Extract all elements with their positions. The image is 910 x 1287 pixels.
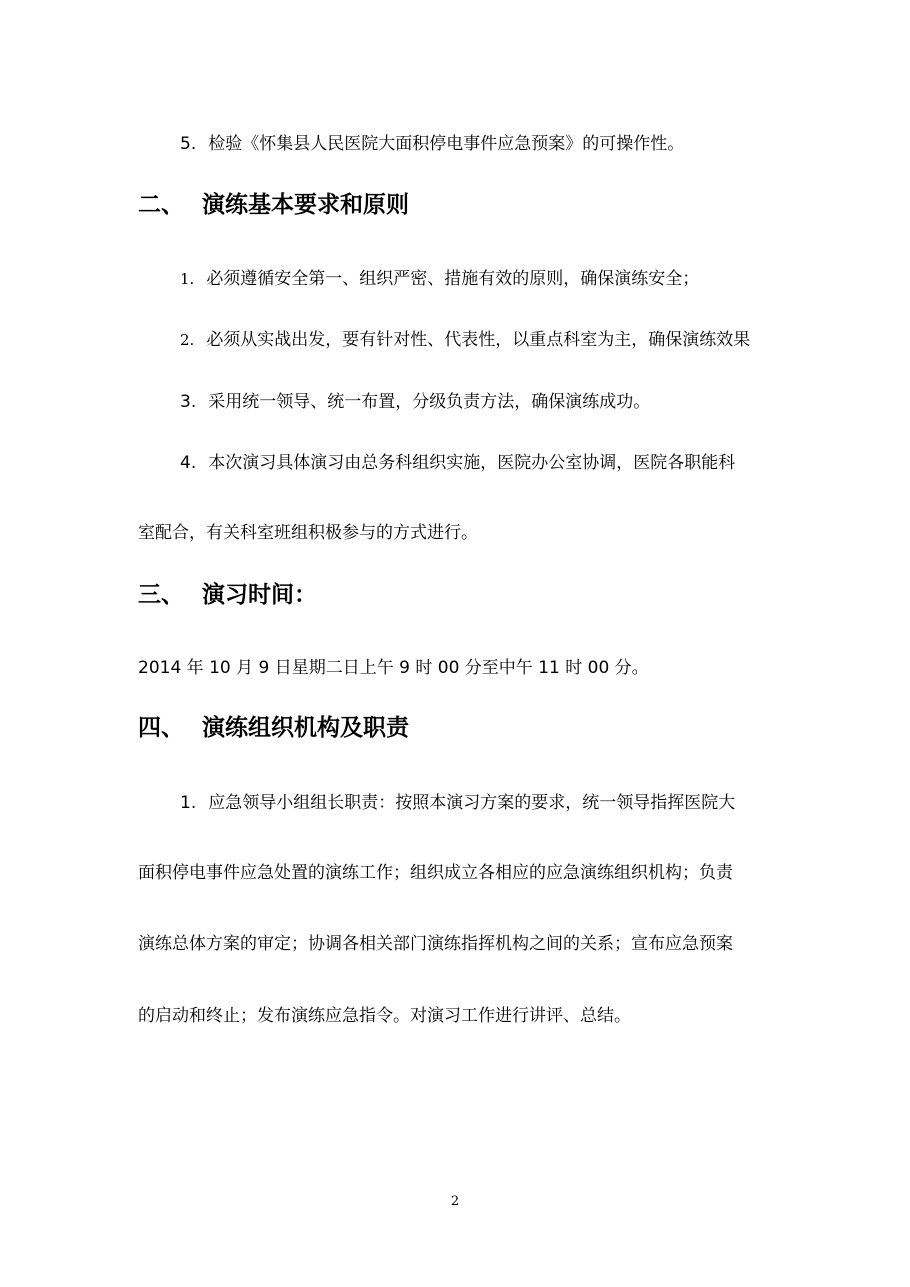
list-item-2 <box>180 328 778 352</box>
section-number: 四、 <box>138 715 184 741</box>
list-item-5 <box>180 132 778 156</box>
list-number: 2. <box>180 331 195 349</box>
list-item-4 <box>180 451 778 475</box>
duty-item-1-line-3: 演练总体方案的审定；协调各相关部门演练指挥机构之间的关系；宣布应急预案 <box>138 934 733 954</box>
list-item-4-continuation: 室配合，有关科室班组积极参与的方式进行。 <box>138 523 478 543</box>
duty-item-1-line-4: 的启动和终止；发布演练应急指令。对演习工作进行讲评、总结。 <box>138 1006 631 1026</box>
list-number: 3. <box>180 392 197 412</box>
section-heading-3 <box>138 580 317 610</box>
list-text: 本次演习具体演习由总务科组织实施，医院办公室协调，医院各职能科 <box>208 453 736 473</box>
list-number: 4. <box>180 453 197 473</box>
section-heading-4 <box>138 713 409 743</box>
list-text: 采用统一领导、统一布置，分级负责方法，确保演练成功。 <box>208 392 651 412</box>
list-text: 必须遵循安全第一、组织严密、措施有效的原则，确保演练安全； <box>206 269 700 289</box>
list-item-1 <box>180 267 778 291</box>
list-text: 必须从实战出发，要有针对性、代表性，以重点科室为主，确保演练效果 <box>206 330 751 350</box>
section-title: 演练组织机构及职责 <box>202 715 409 741</box>
duty-item-1 <box>180 791 778 815</box>
list-text: 检验《怀集县人民医院大面积停电事件应急预案》的可操作性。 <box>208 134 685 154</box>
section-title: 演习时间： <box>202 582 317 608</box>
list-item-3 <box>180 390 778 414</box>
drill-time-text: 2014 年 10 月 9 日星期二日上午 9 时 00 分至中午 11 时 00 分。 <box>138 658 649 678</box>
list-number: 5. <box>180 134 197 154</box>
duty-item-1-line-2: 面积停电事件应急处置的演练工作；组织成立各相应的应急演练组织机构；负责 <box>138 863 733 883</box>
section-heading-2 <box>138 190 409 220</box>
list-number: 1. <box>180 270 195 288</box>
page-number: 2 <box>450 1194 460 1209</box>
list-text: 应急领导小组组长职责：按照本演习方案的要求，统一领导指挥医院大 <box>208 793 736 813</box>
list-number: 1. <box>180 793 197 813</box>
section-title: 演练基本要求和原则 <box>202 192 409 218</box>
section-number: 三、 <box>138 582 184 608</box>
section-number: 二、 <box>138 192 184 218</box>
